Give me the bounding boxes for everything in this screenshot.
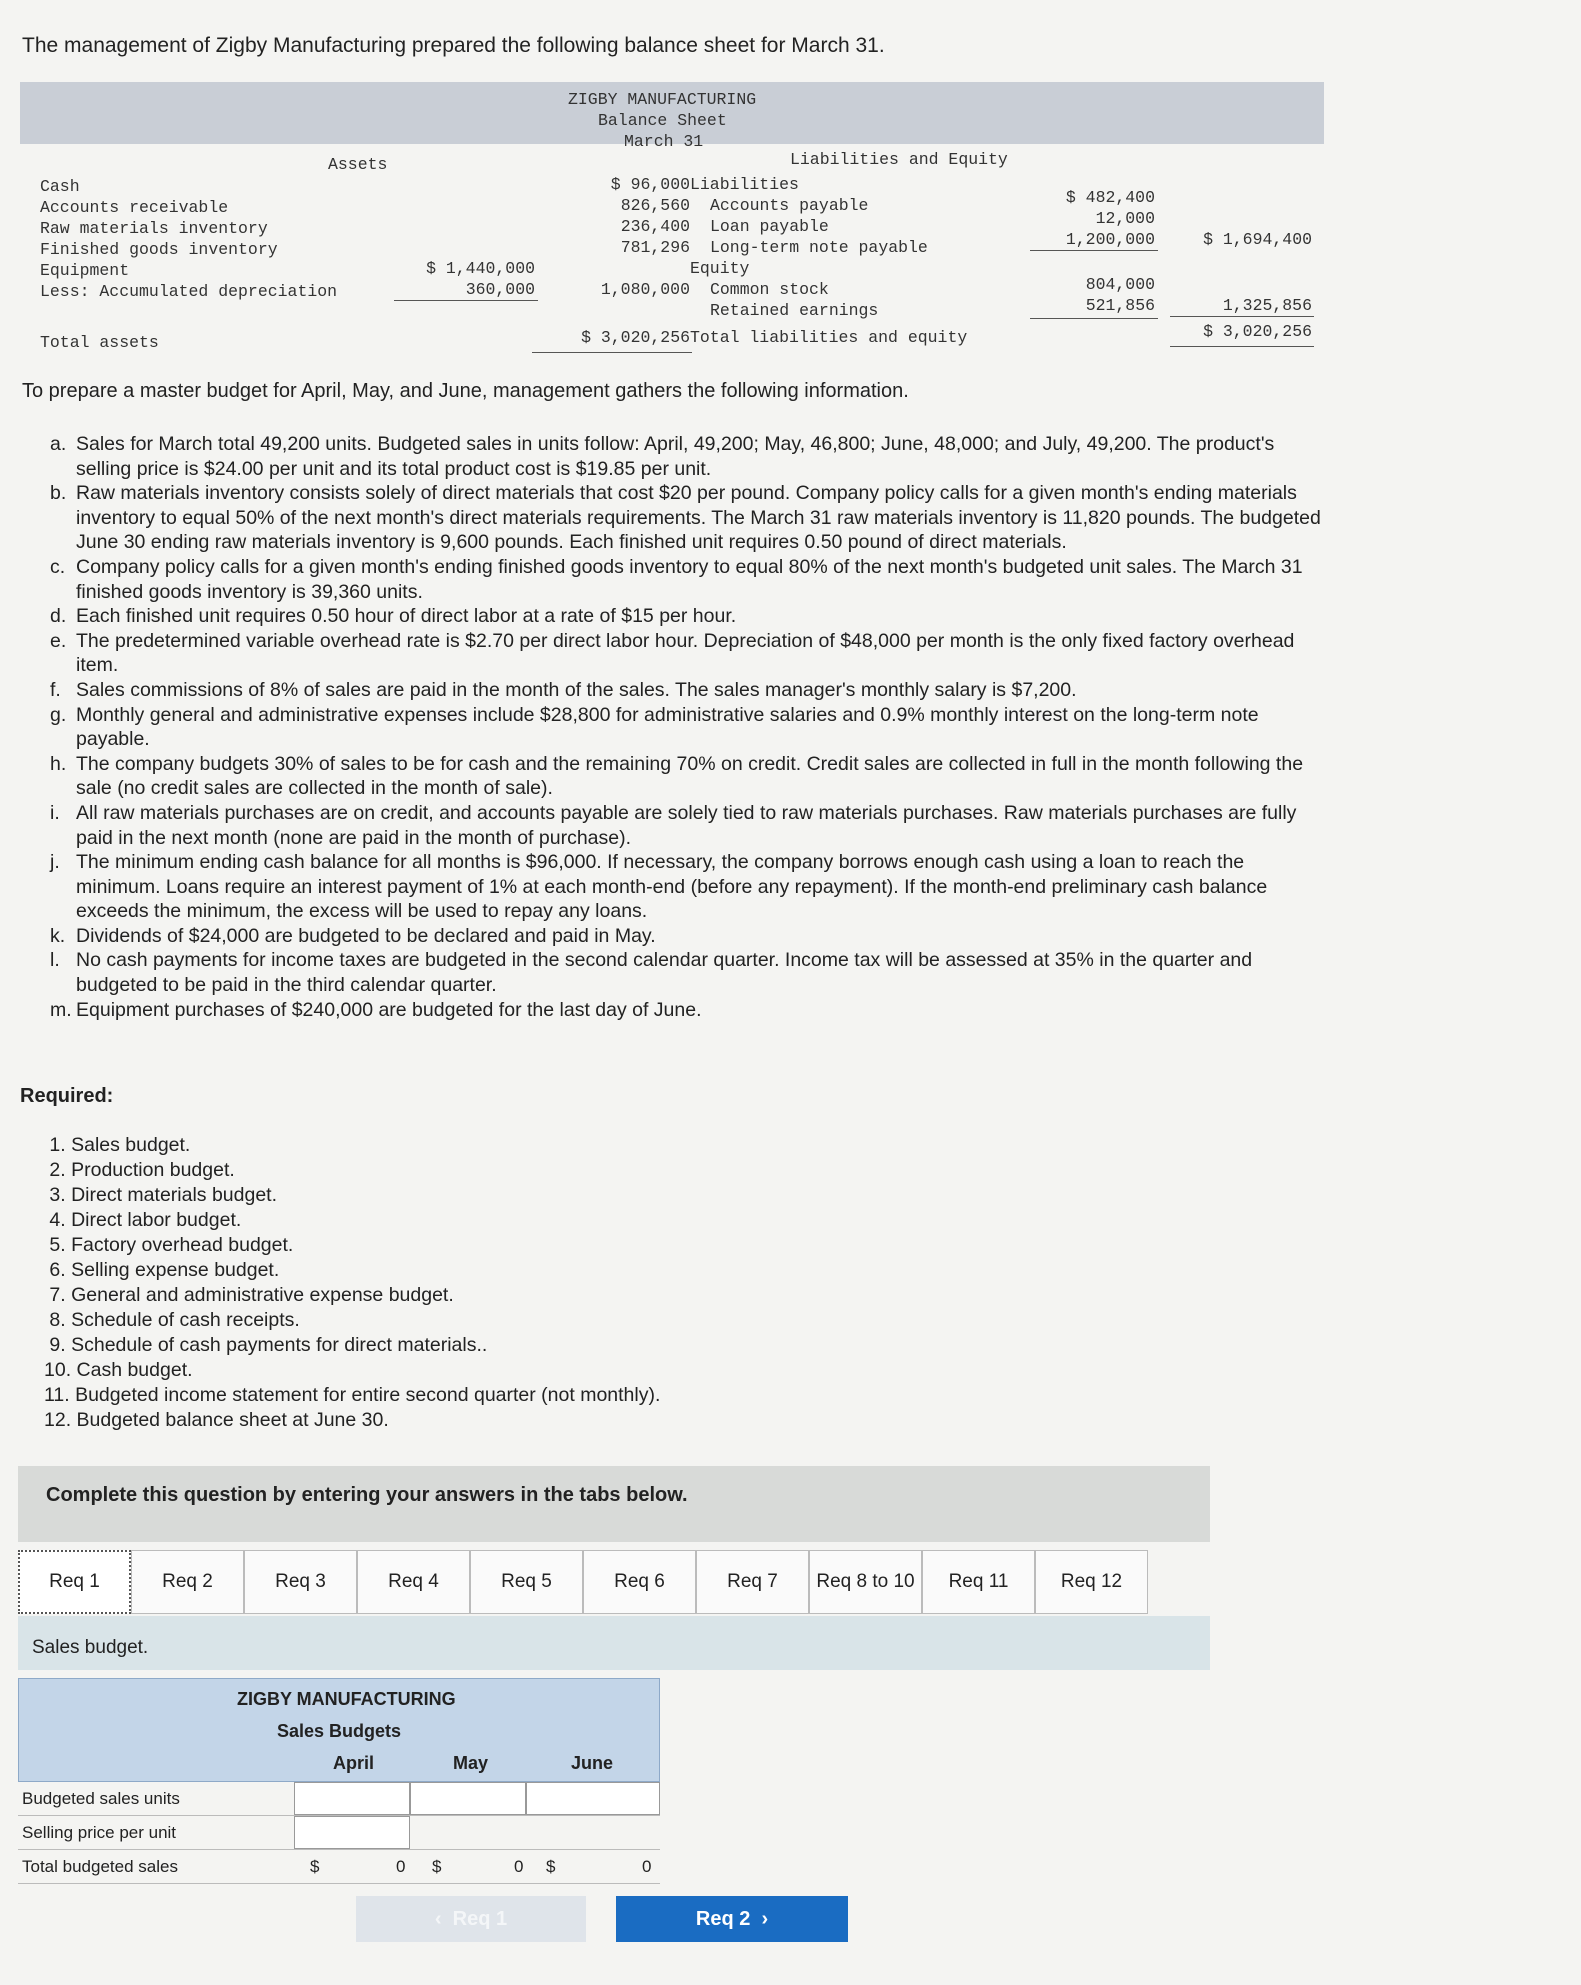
month-may: May [453, 1753, 489, 1773]
row-label: Total budgeted sales [22, 1857, 178, 1876]
info-item-text: Company policy calls for a given month's ending finished goods inventory to equal 80% of the next month's budgeted unit sales. The March 31 finished goods inventory is 39,360 units. [76, 555, 1303, 603]
currency-symbol: $ [546, 1857, 556, 1876]
tab-req-5[interactable]: Req 5 [470, 1550, 583, 1614]
info-item [50, 678, 1330, 703]
info-item-text: Dividends of $24,000 are budgeted to be declared and paid in May. [76, 924, 656, 947]
total-liabilities-value: $ 1,694,400 [1203, 230, 1312, 249]
sales-budget-header [18, 1678, 660, 1782]
equipment-gross: $ 1,440,000 [426, 259, 535, 278]
underline [532, 352, 692, 353]
tab-req-1[interactable]: Req 1 [18, 1550, 131, 1614]
accum-dep-value: 360,000 [465, 280, 535, 299]
month-june: June [571, 1753, 614, 1773]
required-item: 4. Direct labor budget. [44, 1209, 242, 1231]
bs-company: ZIGBY MANUFACTURING [568, 90, 757, 109]
info-item [50, 629, 1330, 678]
rm-label: Raw materials inventory [40, 219, 268, 238]
next-button[interactable] [616, 1896, 848, 1942]
liabilities-label: Liabilities [690, 175, 799, 194]
underline [394, 300, 538, 301]
info-item-label: k. [50, 924, 66, 947]
tab-req-10[interactable]: Req 12 [1035, 1550, 1148, 1614]
row-total-sales [18, 1850, 660, 1884]
june-units-input[interactable] [526, 1782, 660, 1815]
total-le-label: Total liabilities and equity [690, 328, 968, 347]
info-item [50, 555, 1330, 604]
underline [1170, 346, 1314, 347]
required-item: 9. Schedule of cash payments for direct materials.. [44, 1334, 488, 1356]
re-value: 521,856 [1085, 296, 1155, 315]
equity-label: Equity [690, 259, 750, 278]
june-total: 0 [642, 1857, 652, 1876]
tab-req-6[interactable]: Req 6 [583, 1550, 696, 1614]
info-item-label: b. [50, 482, 67, 505]
info-item-text: Equipment purchases of $240,000 are budgeted for the last day of June. [76, 998, 702, 1021]
may-total: 0 [514, 1857, 524, 1876]
instructions-text: Complete this question by entering your answers in the tabs below. [46, 1484, 688, 1506]
required-item: 5. Factory overhead budget. [44, 1234, 294, 1256]
info-item [50, 801, 1330, 850]
liabilities-equity-header: Liabilities and Equity [790, 150, 1008, 169]
ar-value: 826,560 [620, 196, 690, 215]
total-le-value: $ 3,020,256 [1203, 322, 1312, 341]
fg-value: 781,296 [620, 238, 690, 257]
month-april: April [333, 1753, 375, 1773]
info-item-text: The company budgets 30% of sales to be for cash and the remaining 70% on credit. Credit sales are collected in full in the month following the sale (no credit sales are collected in the month of sale). [76, 752, 1304, 800]
required-item: 2. Production budget. [44, 1159, 235, 1181]
info-item [50, 432, 1330, 481]
info-item [50, 850, 1330, 924]
ap-label: Accounts payable [710, 196, 869, 215]
assets-header: Assets [328, 155, 388, 174]
info-item-text: The predetermined variable overhead rate is $2.70 per direct labor hour. Depreciation of $48,000 per month is the only fixed factory overhead item. [76, 629, 1295, 677]
row-budgeted-units [18, 1782, 660, 1816]
re-label: Retained earnings [710, 301, 879, 320]
tab-req-9[interactable]: Req 11 [922, 1550, 1035, 1614]
info-item-label: l. [50, 949, 60, 972]
info-item-text: The minimum ending cash balance for all months is $96,000. If necessary, the company borrows enough cash using a loan to reach the minimum. Loans require an interest payment of 1% at each month-end (before any repayment). If the month-end preliminary cash balance exceeds the minimum, the excess will be used to repay any loans. [76, 851, 1268, 923]
balance-sheet [20, 82, 1324, 350]
underline [1030, 318, 1158, 319]
april-units-input[interactable] [294, 1782, 410, 1815]
bs-date: March 31 [624, 132, 704, 151]
ap-value: $ 482,400 [1065, 188, 1155, 207]
required-item: 12. Budgeted balance sheet at June 30. [44, 1409, 389, 1431]
required-item: 6. Selling expense budget. [44, 1259, 280, 1281]
info-item-label: a. [50, 433, 67, 455]
required-item: 8. Schedule of cash receipts. [44, 1309, 300, 1331]
info-item [50, 703, 1330, 752]
info-list [50, 432, 1330, 1022]
currency-symbol: $ [310, 1857, 320, 1876]
chevron-left-icon: ‹ [434, 1907, 453, 1930]
required-title: Required: [20, 1085, 114, 1107]
required-item: 7. General and administrative expense budget. [44, 1284, 454, 1306]
cash-value: $ 96,000 [610, 175, 690, 194]
bs-title: Balance Sheet [598, 111, 727, 130]
info-item [50, 752, 1330, 801]
row-label: Selling price per unit [22, 1823, 177, 1842]
info-intro: To prepare a master budget for April, May, and June, management gathers the following information. [22, 380, 909, 402]
underline [1030, 250, 1158, 251]
selling-price-input[interactable] [294, 1816, 410, 1849]
total-assets-label: Total assets [40, 333, 159, 352]
required-item: 1. Sales budget. [44, 1134, 191, 1156]
cs-value: 804,000 [1085, 275, 1155, 294]
april-total: 0 [396, 1857, 406, 1876]
info-item-label: j. [50, 851, 60, 874]
total-equity-value: 1,325,856 [1222, 296, 1312, 315]
required-item: 10. Cash budget. [44, 1359, 193, 1381]
chevron-right-icon: › [750, 1907, 769, 1930]
info-item-text: All raw materials purchases are on credit, and accounts payable are solely tied to raw materials purchases. Raw materials purchases are fully paid in the next month (none are paid in the month of purchase). [76, 801, 1297, 849]
info-item-text: Sales for March total 49,200 units. Budgeted sales in units follow: April, 49,200; May, 46,800; June, 48,000; and July, 49,200. The product's selling price is $24.00 per unit and its total product cost is $19.85 per unit. [76, 433, 1275, 480]
required-list [44, 1133, 660, 1433]
info-item-label: g. [50, 703, 67, 726]
prev-button[interactable] [356, 1896, 586, 1942]
info-item-label: m. [50, 998, 72, 1021]
cash-label: Cash [40, 177, 80, 196]
required-item: 11. Budgeted income statement for entire second quarter (not monthly). [44, 1384, 661, 1406]
ltnote-label: Long-term note payable [710, 238, 928, 257]
tab-req-4[interactable]: Req 4 [357, 1550, 470, 1614]
equipment-net: 1,080,000 [600, 280, 690, 299]
prev-button-label: Req 1 [452, 1907, 508, 1930]
info-item [50, 924, 1330, 949]
rm-value: 236,400 [620, 217, 690, 236]
tab-req-3[interactable]: Req 3 [244, 1550, 357, 1614]
info-item-label: c. [50, 555, 66, 578]
loan-label: Loan payable [710, 217, 829, 236]
info-item-label: f. [50, 678, 61, 701]
info-item-label: e. [50, 629, 67, 652]
underline [1170, 316, 1314, 317]
loan-value: 12,000 [1095, 209, 1155, 228]
info-item [50, 948, 1330, 997]
tab-req-7[interactable]: Req 7 [696, 1550, 809, 1614]
info-item-text: No cash payments for income taxes are budgeted in the second calendar quarter. Income tax will be assessed at 35% in the quarter and budgeted to be paid in the third calendar quarter. [76, 949, 1253, 997]
budget-company: ZIGBY MANUFACTURING [237, 1689, 456, 1709]
equipment-label: Equipment [40, 261, 130, 280]
required-item: 3. Direct materials budget. [44, 1184, 278, 1206]
info-item-text: Raw materials inventory consists solely of direct materials that cost $20 per pound. Company policy calls for a given month's ending materials inventory to equal 50% of the next month's direct materials requirements. The March 31 raw materials inventory is 11,820 pounds. The budgeted June 30 ending raw materials inventory is 9,600 pounds. Each finished unit requires 0.50 pound of direct materials. [76, 482, 1321, 554]
info-item [50, 998, 1330, 1023]
info-item-text: Monthly general and administrative expenses include $28,800 for administrative salaries and 0.9% monthly interest on the long-term note payable. [76, 703, 1259, 751]
info-item-label: d. [50, 605, 67, 628]
info-item [50, 604, 1330, 629]
info-item [50, 481, 1330, 555]
row-selling-price [18, 1816, 660, 1850]
info-item-text: Sales commissions of 8% of sales are paid in the month of the sales. The sales manager's monthly salary is $7,200. [76, 678, 1077, 701]
may-units-input[interactable] [410, 1782, 526, 1815]
info-item-text: Each finished unit requires 0.50 hour of direct labor at a rate of $15 per hour. [76, 605, 737, 628]
accum-dep-label: Less: Accumulated depreciation [40, 282, 338, 301]
next-button-label: Req 2 [695, 1907, 751, 1930]
tab-req-8[interactable]: Req 8 to 10 [809, 1550, 922, 1614]
info-item-label: h. [50, 752, 67, 775]
fg-label: Finished goods inventory [40, 240, 278, 259]
ltnote-value: 1,200,000 [1065, 230, 1155, 249]
budget-title: Sales Budgets [277, 1721, 402, 1741]
ar-label: Accounts receivable [40, 198, 229, 217]
intro-text: The management of Zigby Manufacturing prepared the following balance sheet for March 31. [22, 34, 885, 57]
tab-req-2[interactable]: Req 2 [131, 1550, 244, 1614]
currency-symbol: $ [432, 1857, 442, 1876]
row-label: Budgeted sales units [22, 1789, 180, 1808]
cs-label: Common stock [710, 280, 829, 299]
tab-content-header [18, 1616, 1210, 1670]
active-tab-label: Sales budget. [32, 1637, 149, 1658]
info-item-label: i. [50, 801, 60, 824]
total-assets-value: $ 3,020,256 [581, 328, 690, 347]
